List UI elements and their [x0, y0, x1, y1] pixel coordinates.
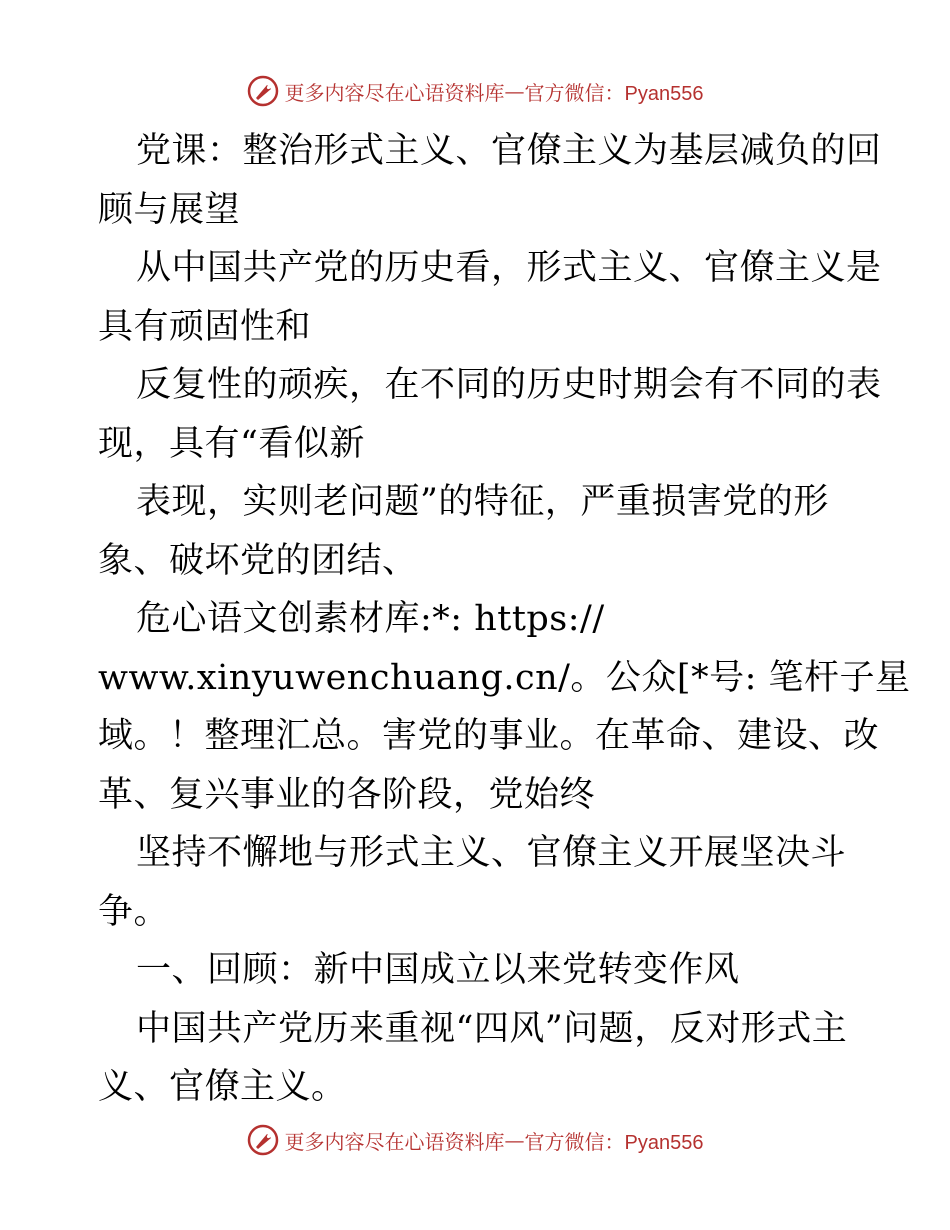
- paragraph-line: 具有顽固性和: [98, 306, 312, 347]
- paragraph-line: 坚持不懈地与形式主义、官僚主义开展坚决斗: [136, 833, 847, 873]
- title-line: 顾与展望: [98, 189, 241, 230]
- footer-banner: [0, 1120, 950, 1160]
- header-banner: [0, 71, 950, 111]
- banner-separator: —: [504, 79, 525, 103]
- paragraph-line: 争。: [98, 891, 170, 932]
- paragraph-line: 从中国共产党的历史看，形式主义、官僚主义是: [136, 248, 882, 288]
- paragraph-line: 表现，实则老问题”的特征，严重损害党的形: [136, 482, 829, 522]
- title-line: 党课：整治形式主义、官僚主义为基层减负的回: [136, 131, 882, 171]
- section-heading: 一、回顾：新中国成立以来党转变作风: [136, 950, 740, 990]
- paragraph-line: 危心语文创素材库:*: https://: [136, 599, 605, 639]
- paragraph-line: 中国共产党历来重视“四风”问题，反对形式主: [136, 1008, 848, 1049]
- paragraph-line: 象、破坏党的团结、: [98, 540, 418, 581]
- pen-nib-logo-icon: [247, 1124, 279, 1156]
- banner-text: 更多内容尽在心语资料库: [284, 80, 505, 105]
- banner-text: 更多内容尽在心语资料库: [284, 1129, 505, 1154]
- paragraph-line: www.xinyuwenchuang.cn/。公众[*号: 笔杆子星: [98, 657, 911, 698]
- paragraph-line: 反复性的顽疾，在不同的历史时期会有不同的表: [136, 365, 882, 405]
- banner-wechat: 官方微信：Pyan556: [524, 82, 704, 105]
- pen-nib-logo-icon: [247, 75, 279, 107]
- paragraph-line: 现，具有“看似新: [98, 423, 365, 464]
- banner-separator: —: [504, 1128, 525, 1152]
- banner-wechat: 官方微信：Pyan556: [524, 1131, 704, 1154]
- paragraph-line: 革、复兴事业的各阶段，党始终: [98, 774, 596, 815]
- paragraph-line: 域。！整理汇总。害党的事业。在革命、建设、改: [98, 716, 880, 756]
- paragraph-line: 义、官僚主义。: [98, 1067, 347, 1107]
- document-body: [98, 122, 911, 1117]
